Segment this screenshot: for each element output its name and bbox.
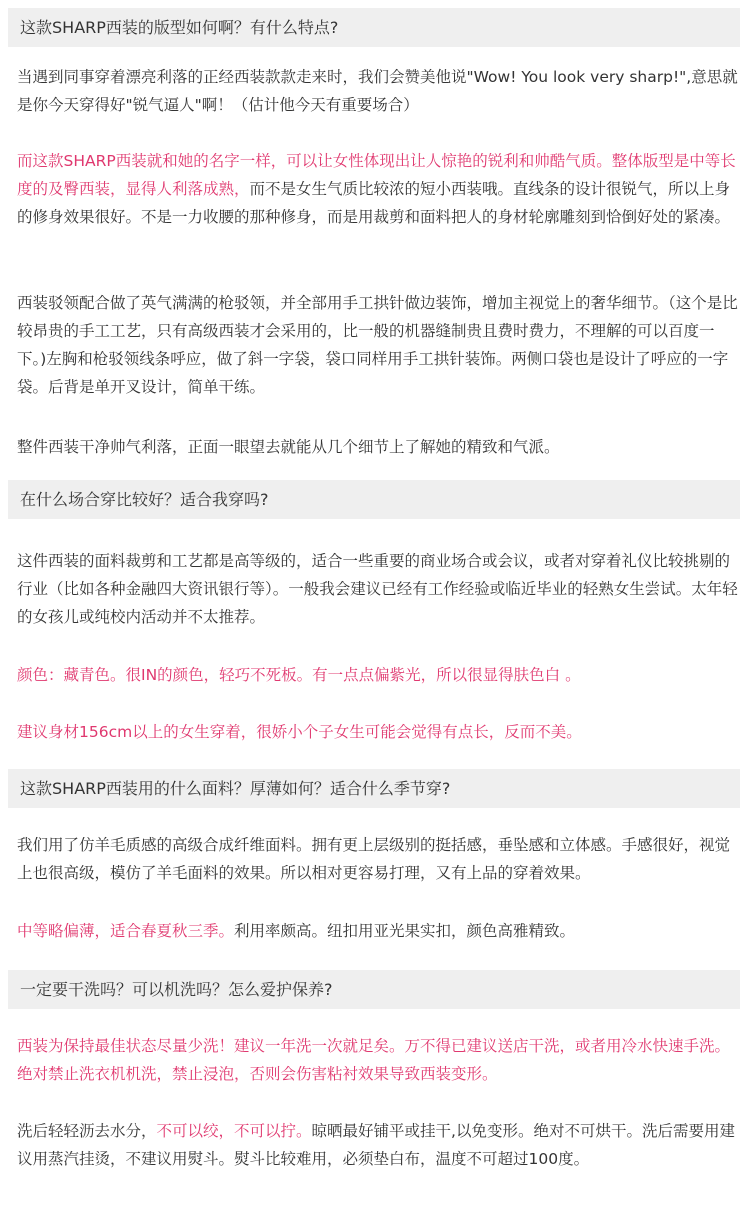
text-run: 我们用了仿羊毛质感的高级合成纤维面料。拥有更上层级别的挺括感，垂坠感和立体感。手感很好，视觉上也很高级，模仿了羊毛面料的效果。所以相对更容易打理，又有上品的穿着效果。 (17, 836, 731, 882)
text-run: 而不是女生气质比较浓的短小西装哦。直线条的设计很锐气，所以上身的修身效果很好。不是一力收腰的那种修身，而是用裁剪和面料把人的身材轮廓雕刻到恰倒好处的紧凑。 (17, 180, 731, 226)
highlight-run: 中等略偏薄，适合春夏秋三季。 (17, 922, 235, 940)
text-run: 整件西装干净帅气利落，正面一眼望去就能从几个细节上了解她的精致和气派。 (17, 438, 560, 456)
paragraph-height (17, 718, 742, 746)
highlight-run: 不可以绞，不可以拧。 (156, 1122, 312, 1140)
highlight-run: 西装为保持最佳状态尽量少洗！建议一年洗一次就足矣。万不得已建议送店干洗，或者用冷水快速手洗。绝对禁止洗衣机机洗，禁止浸泡，否则会伤害粘衬效果导致西装变形。 (17, 1037, 731, 1083)
paragraph-fabric (17, 831, 742, 887)
section-header-occasion: 在什么场合穿比较好？适合我穿吗? (8, 480, 740, 519)
text-run: 当遇到同事穿着漂亮利落的正经西装款款走来时，我们会赞美他说"Wow! You look very sharp!",意思就是你今天穿得好"锐气逼人"啊！（估计他今天有重要场合） (17, 68, 738, 114)
paragraph-drying (17, 1117, 742, 1173)
paragraph-intro (17, 63, 742, 119)
paragraph-season (17, 917, 742, 945)
section-header-fabric: 这款SHARP西装用的什么面料？厚薄如何？适合什么季节穿? (8, 769, 740, 808)
highlight-run: 建议身材156cm以上的女生穿着，很娇小个子女生可能会觉得有点长，反而不美。 (17, 723, 582, 741)
highlight-run: 颜色：藏青色。很IN的颜色，轻巧不死板。有一点点偏紫光，所以很显得肤色白 。 (17, 666, 581, 684)
paragraph-details (17, 289, 742, 401)
text-run: 晾晒最好铺平或挂干,以免变形。绝对不可烘干。洗后需要用建议用蒸汽挂烫，不建议用熨斗。熨斗比较难用，必须垫白布，温度不可超过100度。 (17, 1122, 735, 1168)
text-run: 利用率颇高。纽扣用亚光果实扣，颜色高雅精致。 (234, 922, 576, 940)
paragraph-color (17, 661, 742, 689)
section-header-fit: 这款SHARP西装的版型如何啊？有什么特点? (8, 8, 740, 47)
paragraph-summary (17, 433, 742, 461)
paragraph-washing (17, 1032, 742, 1088)
text-run: 西装驳领配合做了英气满满的枪驳领，并全部用手工拱针做边装饰，增加主视觉上的奢华细节。（这个是比较昂贵的手工工艺，只有高级西装才会采用的，比一般的机器缝制贵且费时费力，不理解的可以百度一下。)左胸和枪驳领线条呼应，做了斜一字袋，袋口同样用手工拱针装饰。两侧口袋也是设计了呼应的一字袋。后背是单开叉设计，简单干练。 (17, 294, 738, 396)
text-run: 这件西装的面料裁剪和工艺都是高等级的，适合一些重要的商业场合或会议，或者对穿着礼仪比较挑剔的行业（比如各种金融四大资讯银行等）。一般我会建议已经有工作经验或临近毕业的轻熟女生尝试。太年轻的女孩儿或纯校内活动并不太推荐。 (17, 552, 738, 626)
section-header-care: 一定要干洗吗？可以机洗吗？怎么爱护保养? (8, 970, 740, 1009)
paragraph-occasion (17, 547, 742, 631)
text-run: 洗后轻轻沥去水分， (17, 1122, 157, 1140)
highlight-run: 而这款SHARP西装就和她的名字一样，可以让女性体现出让人惊艳的锐利和帅酷气质。整体版型是中等长度的及臀西装，显得人利落成熟， (17, 152, 736, 198)
paragraph-style (17, 147, 742, 231)
